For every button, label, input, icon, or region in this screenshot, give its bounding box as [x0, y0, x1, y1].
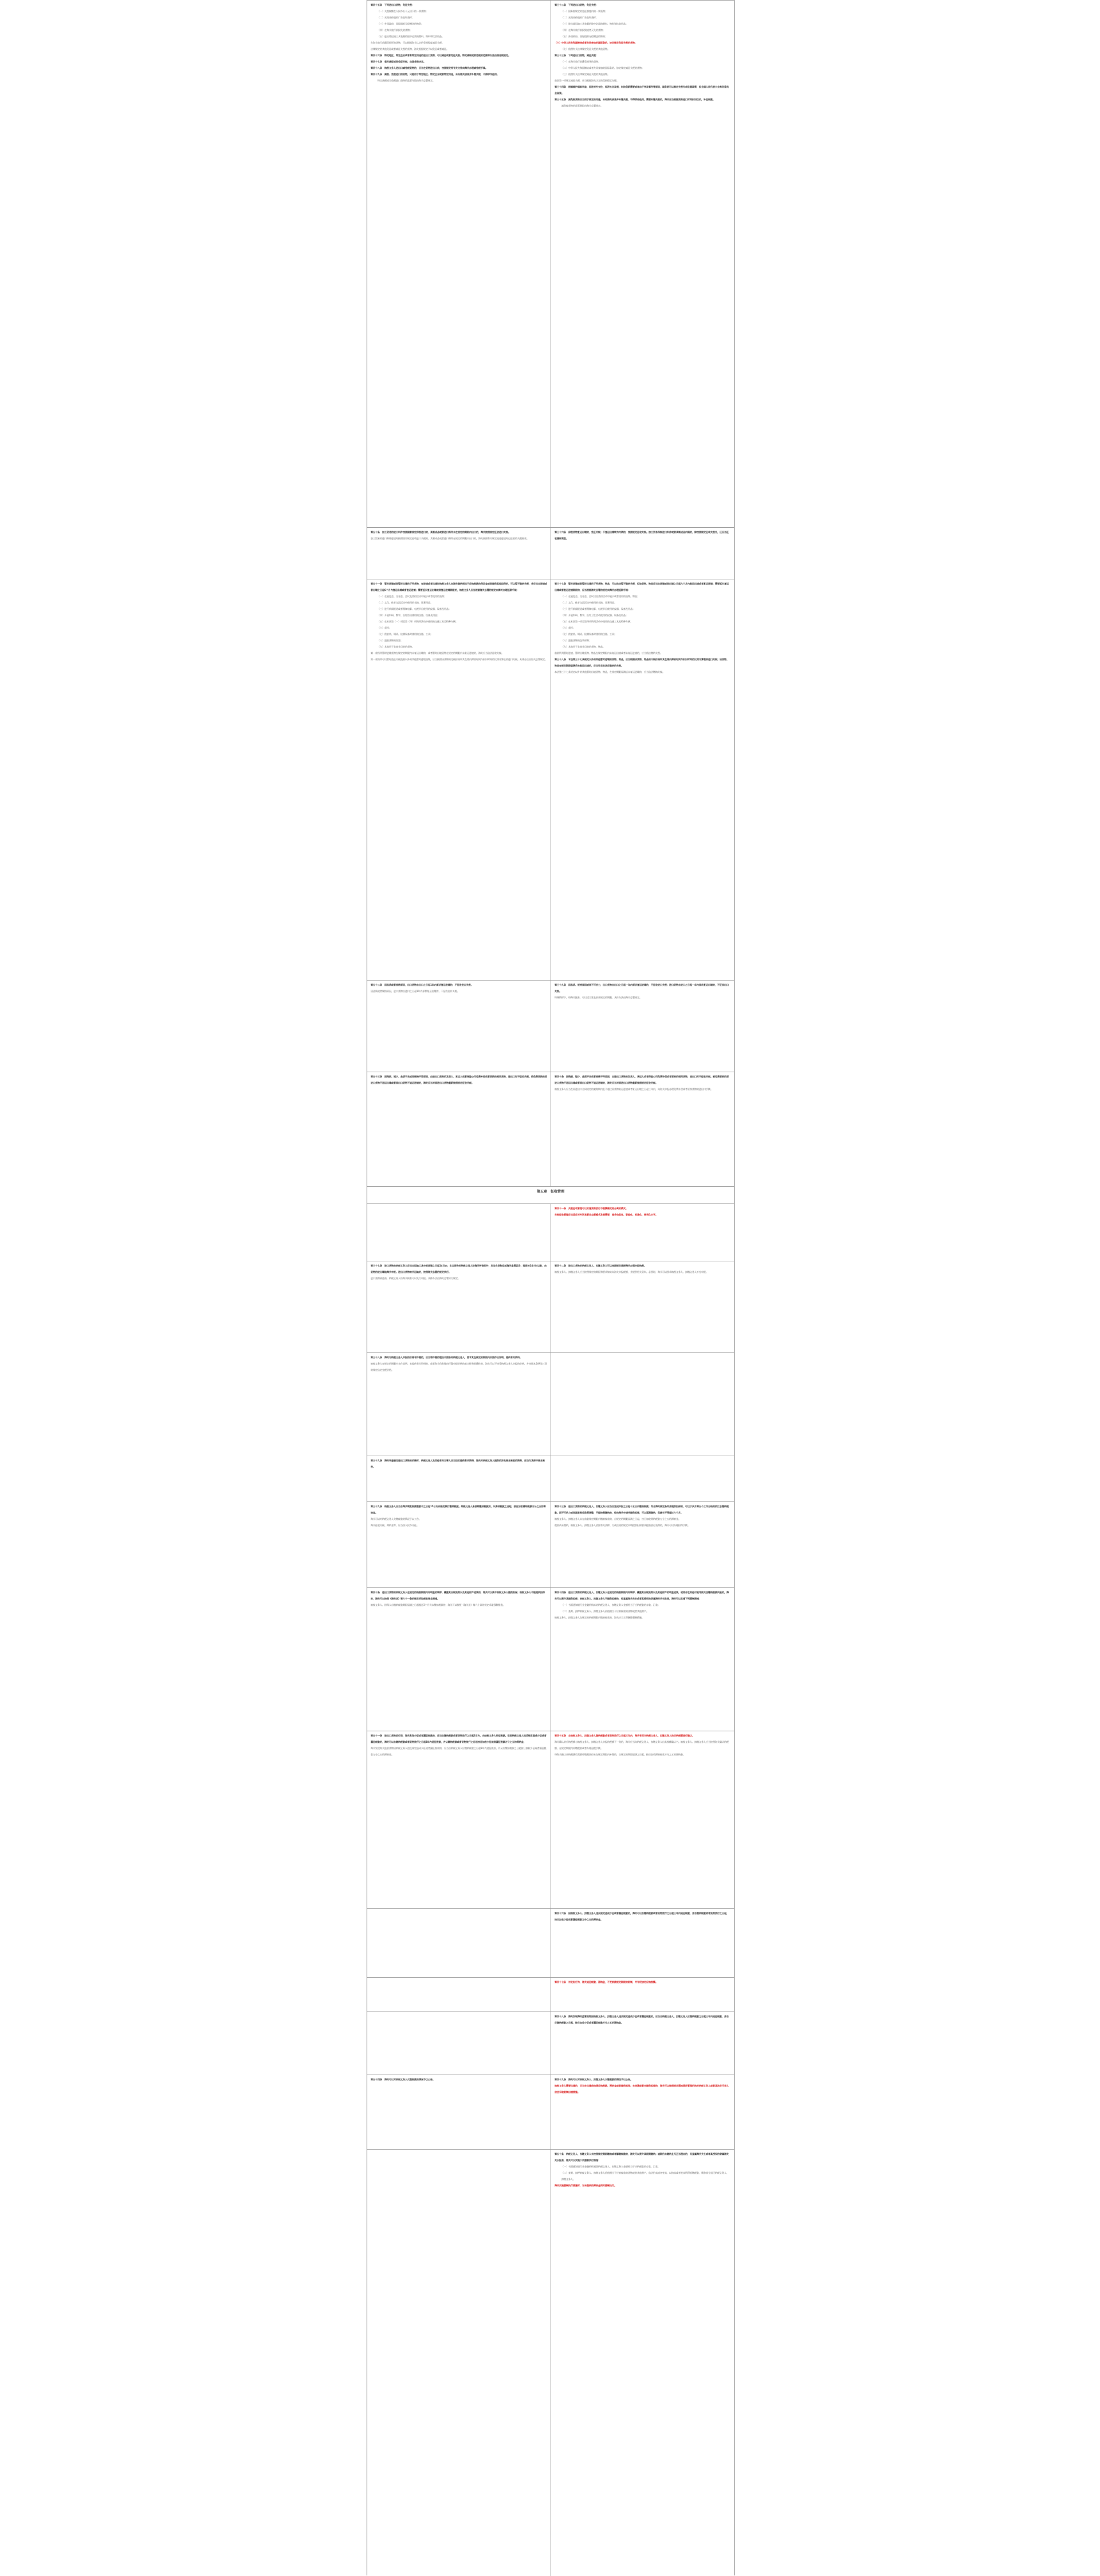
clause-paragraph: （一）在海关放行前遭受损坏的货物； — [561, 60, 600, 63]
table-row — [367, 1261, 734, 1353]
old-text-cell — [367, 1502, 551, 1588]
clause-paragraph: 第四十五条 下列进出口货物，免征关税： — [371, 3, 414, 6]
clause-paragraph: 关税征收管理应当适应对外贸易新业态新模式发展需要，提升信息化、智能化、标准化、便利化水平。 — [555, 1213, 658, 1216]
table-row — [367, 1072, 734, 1187]
clause-paragraph: （四）在海关放行前损毁或者灭失的货物； — [561, 29, 605, 32]
table-row — [367, 2012, 734, 2075]
clause-paragraph: 第四十六条 特定地区、特定企业或者有特定用途的进出口货物，可以减征或者免征关税。特定减税或者免税的范围和办法由国务院规定。 — [371, 54, 510, 57]
old-text-cell — [367, 981, 551, 1072]
clause-paragraph: （七）供安装、调试、检测设备时使用的仪器、工具； — [561, 633, 616, 636]
clause-paragraph: 第五十条 加工贸易的进口料件按照国家规定保税进口的，其制成品或者进口料件未在规定的期限内出口的，海关按照规定征收进口关税。 — [371, 531, 510, 534]
clause-paragraph: 第三十六条 保税货物复运出境的，免征关税；不复运出境转为内销的，按照规定征收关税。加工贸易保税进口料件或者其制成品内销的，除按照规定征收关税外，还应当征收缓税利息。 — [555, 531, 729, 540]
clause-paragraph: 海关实施强制执行措施时，对未缴纳的滞纳金同时强制执行。 — [555, 2184, 616, 2187]
clause-paragraph: 第三十九条 纳税义务人应当自海关填发税款缴款书之日起15日内向指定银行缴纳税款。纳税义务人未按期缴纳税款的，从滞纳税款之日起，按日加收滞纳税款万分之五的滞纳金。 — [371, 1505, 546, 1514]
clause-paragraph: 第四十七条 对走私行为，海关追征税款、滞纳金，不受前款规定期限的限制，并有权核定应纳税额。 — [555, 1981, 658, 1983]
clause-paragraph: 海关征收关税、滞纳金等，应当按人民币计征。 — [371, 1524, 419, 1527]
clause-paragraph: （一）在展览会、交易会、会议及类似活动中展示或者使用的货物； — [378, 595, 446, 598]
clause-paragraph: （三）外国政府、国际组织无偿赠送的物资； — [378, 22, 423, 25]
new-text-cell — [551, 1204, 734, 1261]
clause-paragraph: （一）书面通知银行业金融机构划拨纳税义务人、扣缴义务人金额相当于应纳税款的存款、汇款； — [561, 2165, 660, 2168]
clause-paragraph: （六）货样； — [378, 626, 391, 629]
clause-paragraph: （五）外国政府、国际组织无偿赠送的物资； — [561, 35, 607, 38]
clause-paragraph: 加工贸易的进口料件进境时按照国家规定征收进口关税的，其制成品或者进口料件在规定的期限内出口的，海关按照有关规定退还进境时已征收的关税税款。 — [371, 537, 529, 540]
comparison-table — [367, 0, 734, 2575]
clause-paragraph: 前款第一项规定减征关税，应当根据海关认定的受损程度办理。 — [555, 79, 619, 82]
table-row — [367, 1456, 734, 1502]
clause-paragraph: 第三十七条 暂时进境或者暂时出境的下列货物、物品，可以依法暂不缴纳关税，但该货物、物品应当自进境或者出境之日起六个月内复运出境或者复运进境；需要延长复运出境或者复运进境期限的，应当根据海关总署的规定向海关办理延期手续： — [555, 582, 729, 591]
clause-paragraph: 纳税义务人、担保人自缴纳税款期限届满之日起超过3个月仍未缴纳税款的，海关可以按照《海关法》第六十条的规定采取强制措施。 — [371, 1603, 505, 1606]
clause-paragraph: 海关可以对纳税义务人欠缴税款的情况予以公告。 — [371, 1518, 421, 1520]
old-text-cell — [367, 2150, 551, 2576]
clause-paragraph: 第四十九条 减税、免税进口的货物，只能用于特定地区、特定企业或者特定用途，未经海关核准并补缴关税，不得移作他用。 — [371, 73, 499, 76]
table-row — [367, 0, 734, 528]
old-text-cell — [367, 1261, 551, 1353]
clause-paragraph: 前款所列暂时进境、暂时出境货物、物品在规定期限内未复运出境或者未复运进境的，应当依法缴纳关税。 — [555, 652, 662, 654]
new-text-cell — [551, 2075, 734, 2150]
clause-paragraph: （二）无商业价值的广告品和货样； — [561, 16, 598, 19]
clause-paragraph: 第四十八条 海关发现海关监管货物因纳税义务人、扣缴义务人违反规定造成少征或者漏征税款的，应当自纳税义务人、扣缴义务人应缴纳税款之日起三年内追征税款，并自应缴纳税款之日起，按日加收少征或者漏征税款万分之五的滞纳金。 — [555, 2015, 729, 2024]
table-row — [367, 527, 734, 579]
old-text-cell — [367, 1456, 551, 1502]
old-text-cell — [367, 1978, 551, 2012]
clause-paragraph: 经海关确认应纳税额后需要补缴税款但未在规定期限内补缴的，自规定的期限届满之日起，按日加收滞纳税款万分之五的滞纳金。 — [555, 1753, 685, 1756]
old-text-cell — [367, 1731, 551, 1909]
old-text-cell — [367, 2075, 551, 2150]
clause-paragraph: 第三十七条 进口货物的纳税义务人应当自运输工具申报进境之日起14日内，出口货物的纳税义务人除海关特准的外，应当在货物运抵海关监管区后、装货的24小时以前，向货物的进出境地海关申报。进出口货物转关运输的，按照海关总署的规定执行。 — [371, 1264, 547, 1273]
clause-paragraph: （九）其他用于非商业目的的货物。 — [378, 645, 414, 648]
clause-paragraph: 纳税义务人、扣缴义务人未在前款规定期限内缴纳税款的，自规定的期限届满之日起，按日加收滞纳税款万分之五的滞纳金。 — [555, 1518, 681, 1520]
clause-paragraph: 第五十条 纳税义务人、扣缴义务人未按照规定期限缴纳或者解缴税款的，海关可以责令其限期缴纳；逾期仍未缴纳且无正当理由的，经直属海关关长或者其授权的隶属海关关长批准，海关可以实施下列强制执行措施： — [555, 2152, 729, 2162]
clause-paragraph: 第五十二条 因品质或者规格原因，出口货物自出口之日起1年内原状复运进境的，不征收进口关税。 — [371, 983, 473, 986]
clause-paragraph: 第四十二条 进出口货物的纳税义务人、扣缴义务人可以按照规定选择海关办理申报纳税。 — [555, 1264, 646, 1267]
clause-paragraph: 第四十三条 进出口货物的纳税义务人、扣缴义务人应当自完成申报之日起十五日内缴纳税款；符合海关规定条件并提供担保的，可以于次月第五个工作日结束前汇总缴纳税款。因不可抗力或者国家税收政策调整，不能按期缴纳的，经向海关申请并提供担保，可以延期缴纳，但最长不得超过六个月。 — [555, 1505, 729, 1514]
table-row — [367, 579, 734, 981]
clause-paragraph: （七）供安装、调试、检测设备时使用的仪器、工具； — [378, 633, 433, 636]
old-text-cell — [367, 1909, 551, 1978]
clause-paragraph: 第三十三条 下列进出口货物，减征关税： — [555, 54, 598, 57]
table-row — [367, 1977, 734, 2012]
clause-paragraph: 纳税义务人、扣缴义务人在规定的纳税期限内缴纳税款的，海关应当立即解除强制措施。 — [555, 1616, 644, 1619]
new-text-cell — [551, 981, 734, 1072]
clause-paragraph: 第四十九条 海关可以对纳税义务人、扣缴义务人欠缴税款的情况予以公告。 — [555, 2078, 632, 2081]
clause-paragraph: 因品质或者规格原因，进口货物自进口之日起1年内原状复运出境的，不征收出口关税。 — [371, 990, 459, 993]
clause-paragraph: （二）文化、体育交流活动中使用的表演、比赛用品； — [378, 601, 433, 604]
new-text-cell — [551, 1909, 734, 1978]
table-row — [367, 980, 734, 1072]
clause-paragraph: （三）进行新闻报道或者摄制电影、电视节目使用的仪器、设备及用品； — [561, 607, 635, 610]
clause-paragraph: （五）进出境运输工具装载的途中必需的燃料、物料和饮食用品。 — [378, 35, 444, 38]
clause-paragraph: 第三十九条 因品质、规格原因或者不可抗力，出口货物自出口之日起一年内原状复运进境的，不征收进口关税；进口货物自进口之日起一年内原状复运出境的，不征收出口关税。 — [555, 983, 729, 993]
clause-paragraph: 税款尚未缴纳，纳税义务人、扣缴义务人依照有关法律、行政法规的规定申请提供担保要求提前放行货物的，海关可以办理担保手续。 — [555, 1524, 690, 1527]
new-text-cell — [551, 1, 734, 528]
new-text-cell — [551, 1353, 734, 1456]
clause-paragraph: 第五十一条 暂时进境或者暂时出境的下列货物，在进境或者出境时纳税义务人向海关缴纳相当于应纳税款的保证金或者提供其他担保的，可以暂不缴纳关税，并应当自进境或者出境之日起6个月内复运出境或者复运进境；需要延长复运出境或者复运进境期限的，纳税义务人应当根据海关总署的规定向海关办理延期手续： — [371, 582, 547, 591]
old-text-cell — [367, 579, 551, 981]
new-text-cell — [551, 528, 734, 579]
clause-paragraph: （二）无商业价值的广告品和货样； — [378, 16, 414, 19]
clause-paragraph: 纳税义务人、扣缴义务人应当按照规定的期限和要求如实向海关申报税额，并提供相关资料。必要时，海关可以要求纳税义务人、扣缴义务人补充申报。 — [555, 1271, 708, 1273]
clause-paragraph: （四）在海关放行前损失的货物； — [378, 29, 412, 32]
clause-paragraph: 第一款所列可以暂时免征关税范围以外的其他暂时进境货物，应当按照该货物的完税价格和其在境内滞留时间与折旧时间的比例计算征收进口关税。具体办法由海关总署规定。 — [371, 658, 547, 661]
clause-paragraph: 第三十八条 海关对纳税义务人申报的价格有怀疑的，应当将怀疑的理由书面告知纳税义务人，要求其在规定的期限内书面作出说明、提供有关资料。 — [371, 1356, 522, 1359]
clause-paragraph: 第四十一条 关税征收管理可以实施货物放行与税额确定相分离的模式。 — [555, 1207, 628, 1210]
table-row — [367, 1587, 734, 1731]
clause-paragraph: （三）进行新闻报道或者摄制电影、电视节目使用的仪器、设备及用品； — [378, 607, 451, 610]
clause-paragraph: （二）中华人民共和国缔结或者共同参加的国际条约、协定规定减征关税的货物； — [561, 66, 644, 69]
clause-paragraph: （三）进出境运输工具装载的途中必需的燃料、物料和饮食用品； — [561, 22, 628, 25]
clause-paragraph: 特殊情形下，经海关批准，可以适当延长前款规定的期限，具体办法由海关总署规定。 — [555, 996, 642, 999]
clause-paragraph: 第三十四条 根据维护国家利益、促进对外交往、经济社会发展、科技创新需要或者由于突发事件等原因，国务院可以制定关税专项优惠政策，报全国人民代表大会常务委员会备案。 — [555, 85, 729, 95]
new-text-cell — [551, 579, 734, 981]
clause-paragraph: 第四十五条 自纳税义务人、扣缴义务人缴纳税款或者货物放行之日起三年内，海关有权对纳税义务人、扣缴义务人的应纳税额进行确认。 — [555, 1734, 694, 1737]
clause-paragraph: 第三十二条 下列进出口货物，免征关税： — [555, 3, 598, 6]
clause-paragraph: （六）货样； — [561, 626, 575, 629]
table-row — [367, 1908, 734, 1978]
table-row — [367, 1186, 734, 1204]
clause-paragraph: 法律规定的其他免征或者减征关税的货物，海关根据规定予以免征或者减征。 — [371, 48, 449, 50]
clause-paragraph: （五）在本款第（一）项至第（四）项所列活动中使用的交通工具及特种车辆； — [378, 620, 458, 623]
clause-paragraph: 海关发现海关监管货物因纳税义务人违反规定造成少征或者漏征税款的，应当自纳税义务人应缴纳税款之日起3年内追征税款，并从应缴纳税款之日起按日加收少征或者漏征税款万分之五的滞纳金。 — [371, 1747, 547, 1756]
clause-paragraph: 第五十一条 进出口货物放行后，海关发现少征或者漏征税款的，应当自缴纳税款或者货物放行之日起1年内，向纳税义务人补征税款。但因纳税义务人违反规定造成少征或者漏征税款的，海关可以自缴纳税款或者货物放行之日起3年内追征税款，并从缴纳税款或者货物放行之日起按日加收少征或者漏征税款万分之五的滞纳金。 — [371, 1734, 547, 1743]
old-text-cell — [367, 1588, 551, 1731]
table-row — [367, 1352, 734, 1456]
clause-paragraph: 海关确认的应纳税额与纳税义务人、扣缴义务人申报的税额不一致的，海关应当向纳税义务人、扣缴义务人出具税额确认书。纳税义务人、扣缴义务人应当按照海关确认的税额，在规定期限内补缴税款或者办理退税手续。 — [555, 1740, 729, 1750]
clause-paragraph: （一）在展览会、交易会、会议以及类似活动中展示或者使用的货物、物品； — [561, 595, 639, 598]
clause-paragraph: （二）查封、扣押纳税义务人、扣缴义务人价值相当于应纳税款的货物或者其他财产，依法拍卖或者变卖，以拍卖或者变卖所得抵缴税款，剩余部分退还纳税义务人、扣缴义务人。 — [561, 2171, 729, 2181]
clause-paragraph: 第一款所列暂时进境货物在规定的期限内未复运出境的，或者暂时出境货物在规定的期限内未复运进境的，海关应当依法征收关税。 — [371, 652, 504, 654]
old-text-cell — [367, 2012, 551, 2075]
new-text-cell — [551, 2150, 734, 2576]
clause-paragraph: （三）依照有关法律规定减征关税的其他货物。 — [561, 73, 610, 76]
clause-paragraph: （四）开展科研、教学、医疗卫生活动使用的仪器、设备及用品； — [561, 614, 628, 617]
clause-paragraph: （一）国务院规定的免征额度内的一票货物； — [561, 10, 607, 13]
clause-paragraph: 进口货物到达前，纳税义务人经海关核准可以先行申报。具体办法由海关总署另行规定。 — [371, 1277, 460, 1280]
clause-paragraph: （八）盛装货物的容器； — [378, 639, 403, 642]
clause-paragraph: 第四十七条 临时减征或者免征关税，由国务院决定。 — [371, 60, 426, 63]
clause-paragraph: 第四十六条 因纳税义务人、扣缴义务人违反规定造成少征或者漏征税款的，海关可以自缴纳税款或者货物放行之日起三年内追征税款，并自缴纳税款或者货物放行之日起，按日加收少征或者漏征税款万分之五的滞纳金。 — [555, 1912, 729, 1921]
clause-paragraph: 第三十五条 减免税货物应当用于规定的用途，未经海关核准并补缴关税，不得移作他用。需要补缴关税的，海关应当根据货物进口时间折旧估价，补征税款。 — [555, 98, 715, 101]
clause-paragraph: （八）盛装货物的包装材料； — [561, 639, 591, 642]
new-text-cell — [551, 1261, 734, 1353]
clause-paragraph: （五）在本款第一项至第四项所列活动中使用的交通工具及特种车辆； — [561, 620, 632, 623]
new-text-cell — [551, 1731, 734, 1909]
clause-paragraph: 第四十条 因残损、短少、品质不良或者规格不符原因，由进出口货物的发货人、承运人或者保险公司免费补偿或者更换的相同货物，进出口时不征收关税。被免费更换的原进口货物不退运出境或者原出口货物不退运进境的，海关应当对原进出口货物重新按照规定征收关税。 — [555, 1075, 729, 1084]
clause-paragraph: 纳税义务人需要出境的，应当在出境前结清应纳税款、滞纳金或者提供担保；未结清或者未提供担保的，海关可以按照规定通知移民管理机构对纳税义务人或者其法定代表人依法采取限制出境措施。 — [555, 2084, 729, 2093]
clause-paragraph: （二）文化、体育交流活动中使用的表演、比赛用品； — [561, 601, 616, 604]
old-text-cell — [367, 1, 551, 528]
old-text-cell — [367, 1204, 551, 1261]
table-row — [367, 1501, 734, 1588]
clause-paragraph: 减免税货物的监管期限由海关总署规定。 — [561, 104, 603, 107]
new-text-cell — [551, 1502, 734, 1588]
clause-paragraph: 特定减税或者免税进口货物的监管年限由海关总署规定。 — [378, 79, 435, 82]
clause-paragraph: 第三十八条 本法第三十七条规定以外的其他暂时进境的货物、物品，应当根据该货物、物品的计税价格和其在境内滞留时间与折旧时间的比例计算缴纳进口关税；该货物、物品在规定期限届满后未复运出境的，应当补足依法应缴纳的关税。 — [555, 658, 729, 667]
old-text-cell — [367, 1353, 551, 1456]
new-text-cell — [551, 1072, 734, 1187]
clause-paragraph: 第四十条 进出口货物的纳税义务人在规定的纳税期限内有明显的转移、藏匿其应税货物以及其他财产迹象的，海关可以责令纳税义务人提供担保；纳税义务人不能提供担保的，海关可以按照《海关法》第六十一条的规定采取税收保全措施。 — [371, 1591, 545, 1600]
table-row — [367, 1203, 734, 1261]
clause-paragraph: 第五十四条 海关可以对纳税义务人欠缴税款的情况予以公告。 — [371, 2078, 435, 2081]
old-text-cell — [367, 528, 551, 579]
clause-paragraph: （二）查封、扣押纳税义务人、扣缴义务人价值相当于应纳税款的货物或者其他财产。 — [561, 1610, 649, 1613]
table-row — [367, 2075, 734, 2150]
clause-paragraph: 第三十九条 海关审查确定进出口货物的价格时，纳税义务人及其他有关当事人应当如实提供有关资料，海关对纳税义务人提供的涉及商业秘密的资料，应当为其保守商业秘密。 — [371, 1459, 545, 1468]
table-row — [367, 1731, 734, 1909]
clause-paragraph: （一）关税税额在人民币五十元以下的一票货物； — [378, 10, 428, 13]
clause-paragraph: 纳税义务人在规定的期限内未作说明、未提供有关资料的，或者海关仍有理由怀疑申报价格的真实性和准确性的，海关可以不接受纳税义务人申报的价格，并按照本条例第三章的规定估定完税价格。 — [371, 1362, 547, 1371]
old-text-cell — [367, 1072, 551, 1187]
clause-paragraph: （四）开展科研、教学、医疗活动使用的仪器、设备及用品； — [378, 614, 439, 617]
clause-paragraph: 第四十四条 进出口货物的纳税义务人、扣缴义务人在规定的纳税期限内有转移、藏匿其应税货物以及其他财产的明显迹象，或者存在其他可能导致无法缴纳税款风险的，海关可以责令其提供担保；纳税义务人、扣缴义务人不提供担保的，经直属海关关长或者其授权的隶属海关关长批准，海关可以实施下列强制措施： — [555, 1591, 729, 1600]
clause-paragraph: 第五十三条 因残损、短少、品质不良或者规格不符原因，由进出口货物的发货人、承运人或者保险公司免费补偿或者更换的相同货物，进出口时不征收关税。被免费更换的原进口货物不退运出境或者原出口货物不退运进境的，海关应当对原进出口货物重新按照规定征收关税。 — [371, 1075, 547, 1084]
clause-paragraph: （六）中华人民共和国缔结或者共同参加的国际条约、协定规定免征关税的货物； — [555, 41, 637, 44]
new-text-cell — [551, 1978, 734, 2012]
clause-paragraph: （七）依照有关法律规定免征关税的其他货物。 — [561, 48, 610, 50]
new-text-cell — [551, 1456, 734, 1502]
clause-paragraph: （一）书面通知银行业金融机构冻结纳税义务人、扣缴义务人金额相当于应纳税款的存款、汇款； — [561, 1603, 660, 1606]
clause-paragraph: （九）其他用于非商业目的的货物、物品。 — [561, 645, 605, 648]
clause-paragraph: 本法第三十七条规定以外的其他暂时出境货物、物品，在规定期限届满后未复运进境的，应当依法缴纳关税。 — [555, 671, 665, 673]
new-text-cell — [551, 1588, 734, 1731]
clause-paragraph: 纳税义务人应当在原进出口合同规定的索赔期内且不超过原货物复运进境或者复运出境之日起三年内，向海关申报办理免费补偿或者更换货物的进出口手续。 — [555, 1088, 713, 1091]
new-text-cell — [551, 2012, 734, 2075]
clause-paragraph: 第四十八条 纳税义务人进出口减免税货物的，应当在货物进出口前，按照规定持有关文件向海关办理减免税手续。 — [371, 66, 488, 69]
section-heading: 第五章 征收管理 — [536, 1190, 564, 1194]
clause-paragraph: 在海关放行前遭受损坏的货物，可以根据海关认定的受损程度减征关税。 — [371, 41, 444, 44]
table-row — [367, 2149, 734, 2576]
